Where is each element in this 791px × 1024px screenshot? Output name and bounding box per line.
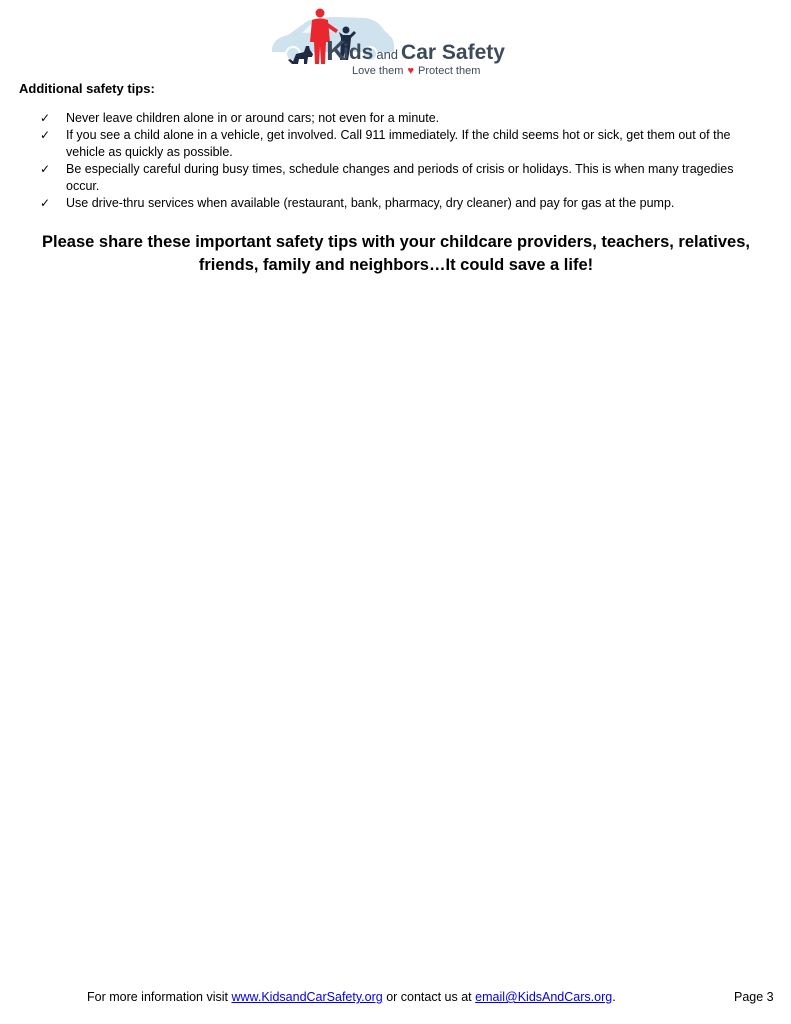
tip-text: Be especially careful during busy times, schedule changes and periods of crisis or holidays. This is when many tragedies occur.: [66, 162, 734, 193]
checkmark-icon: ✓: [40, 111, 51, 125]
logo-tagline: [352, 66, 480, 77]
footer-middle: or contact us at: [382, 990, 476, 1004]
tip-text: If you see a child alone in a vehicle, get involved. Call 911 immediately. If the child seems hot or sick, get them out of the vehicle as quickly as possible.: [66, 128, 731, 159]
safety-tips-list: [40, 110, 770, 212]
tagline-love-them: Love them: [352, 65, 404, 77]
footer-suffix: .: [612, 990, 616, 1004]
logo-word-car-safety: Car Safety: [401, 41, 505, 64]
call-to-action: Please share these important safety tips with your childcare providers, teachers, relatives, friends, family and neighbors…It could save a life!: [42, 233, 750, 274]
kids-and-car-safety-logo: [266, 8, 526, 82]
list-item: [40, 127, 770, 161]
tagline-protect-them: Protect them: [418, 65, 481, 77]
checkmark-icon: ✓: [40, 162, 51, 176]
logo-initial-k: K: [326, 35, 347, 66]
checkmark-icon: ✓: [40, 196, 51, 210]
website-link[interactable]: www.KidsandCarSafety.org: [231, 990, 383, 1004]
list-item: [40, 110, 770, 127]
footer-info: [87, 989, 616, 1005]
tip-text: Never leave children alone in or around cars; not even for a minute.: [66, 111, 440, 125]
page-number: Page 3: [734, 990, 774, 1004]
heart-icon: ♥: [407, 65, 414, 77]
tip-text: Use drive-thru services when available (restaurant, bank, pharmacy, dry cleaner) and pay for gas at the pump.: [66, 196, 675, 210]
section-heading: Additional safety tips:: [19, 81, 155, 96]
logo-word-ids: ids: [343, 41, 374, 64]
footer-prefix: For more information visit: [87, 990, 232, 1004]
checkmark-icon: ✓: [40, 128, 51, 142]
list-item: [40, 195, 770, 212]
list-item: [40, 161, 770, 195]
email-link[interactable]: email@KidsAndCars.org: [475, 990, 613, 1004]
logo-wordmark: [343, 42, 505, 63]
logo-word-and: and: [376, 47, 399, 62]
